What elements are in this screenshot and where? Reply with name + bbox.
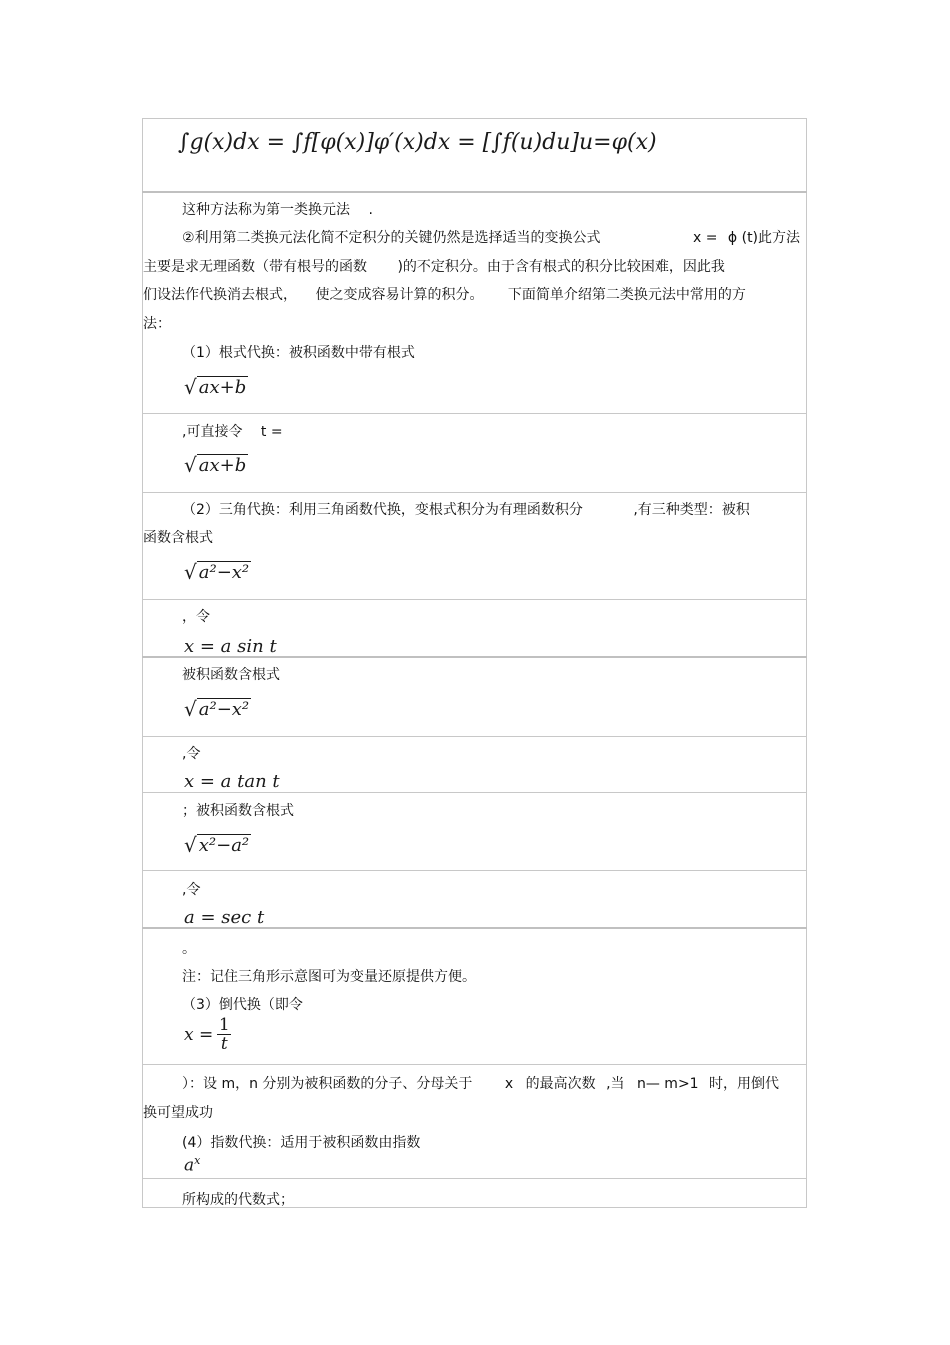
para2-text: 们设法作代换消去根式， [143, 287, 297, 303]
inv-lhs: x = [184, 1024, 214, 1045]
radicand: ax+b [198, 455, 247, 476]
item1-cont-text: ,可直接令 [182, 424, 243, 440]
row-divider [142, 492, 807, 493]
item2-text: ,有三种类型：被积 [633, 502, 750, 518]
inverse-substitution [184, 1016, 231, 1053]
item2-line2: 函数含根式 [143, 530, 213, 546]
item2-text: （2）三角代换：利用三角函数代换，变根式积分为有理函数积分 [182, 502, 583, 518]
para2-line2 [143, 259, 725, 275]
let-2: ,令 [182, 746, 201, 762]
fraction-1-over-t [217, 1016, 231, 1053]
para2-text: ②利用第二类换元法化简不定积分的关键仍然是选择适当的变换公式 [182, 230, 601, 246]
sub-tan: x = a tan t [184, 771, 280, 792]
period-mark: 。 [182, 941, 196, 957]
item3-text: 时，用倒代 [709, 1076, 780, 1092]
row-divider [142, 1178, 807, 1179]
semicolon-contains: ；被积函数含根式 [182, 803, 294, 819]
para2-line3 [143, 287, 746, 303]
row-divider [142, 870, 807, 871]
x-equals: x = [693, 230, 718, 246]
x-var: x [504, 1076, 514, 1092]
contains-radical: 被积函数含根式 [182, 667, 280, 683]
t-equals: t = [260, 424, 283, 440]
row-divider [142, 413, 807, 414]
let-1: ，令 [182, 609, 210, 625]
method-name-line [182, 202, 373, 218]
para2-text: 主要是求无理函数（带有根号的函数 [143, 259, 367, 275]
item3-label: （3）倒代换（即令 [182, 997, 303, 1013]
para2-line4: 法： [143, 316, 171, 332]
content-table [142, 118, 807, 1208]
method-name-dot: . [368, 202, 373, 218]
para2-line1-formula [693, 230, 800, 246]
denominator: t [220, 1034, 228, 1054]
n-minus-m: n— m>1 [636, 1076, 699, 1092]
para2-text: 使之变成容易计算的积分。 [315, 287, 484, 303]
sub-sin: x = a sin t [184, 636, 277, 657]
substitution-formula [178, 130, 657, 155]
item2-line1 [182, 502, 750, 518]
note: 注：记住三角形示意图可为变量还原提供方便。 [182, 969, 476, 985]
formula-text: ∫g(x)dx = ∫f[φ(x)]φ′(x)dx = [∫f(u)du]u=φ(x) [178, 130, 657, 155]
item1-cont [182, 424, 283, 440]
item1-label: （1）根式代换：被积函数中带有根式 [182, 345, 415, 361]
item3-text: ,当 [606, 1076, 625, 1092]
base: a [184, 1155, 195, 1176]
item3-line1 [182, 1076, 779, 1092]
sub-sec: a = sec t [184, 907, 265, 928]
radicand: a²−x² [198, 699, 250, 720]
sqrt-x2-minus-a2: √ x²−a² [184, 833, 250, 857]
sqrt-a2-minus-x2-2: √ a²−x² [184, 697, 250, 721]
let-3: ,令 [182, 882, 201, 898]
para2-line1 [182, 230, 601, 246]
row-divider [142, 792, 807, 793]
item3-line2: 换可望成功 [143, 1105, 213, 1121]
item4-label: (4）指数代换：适用于被积函数由指数 [182, 1135, 421, 1151]
sqrt-a2-minus-x2: √ a²−x² [184, 560, 250, 584]
a-power-x [184, 1154, 200, 1176]
phi-t: ϕ (t) [727, 230, 759, 246]
numerator: 1 [218, 1015, 230, 1035]
item4-cont: 所构成的代数式； [182, 1192, 294, 1208]
row-divider [142, 599, 807, 600]
sqrt-ax-plus-b-2: √ ax+b [184, 453, 247, 477]
sqrt-ax-plus-b: √ ax+b [184, 375, 247, 399]
exponent: x [194, 1154, 201, 1167]
method-name-text: 这种方法称为第一类换元法 [182, 202, 350, 218]
radicand: x²−a² [198, 835, 250, 856]
row-divider [142, 191, 807, 193]
para2-tail: 此方法 [758, 230, 801, 246]
item3-text: 的最高次数 [525, 1076, 596, 1092]
radicand: ax+b [198, 377, 247, 398]
row-divider [142, 736, 807, 737]
para2-text: 下面简单介绍第二类换元法中常用的方 [507, 287, 746, 303]
item3-text: ）：设 m，n 分别为被积函数的分子、分母关于 [182, 1076, 473, 1092]
radicand: a²−x² [198, 562, 250, 583]
para2-text: )的不定积分。由于含有根式的积分比较困难，因此我 [397, 259, 725, 275]
row-divider [142, 1064, 807, 1065]
